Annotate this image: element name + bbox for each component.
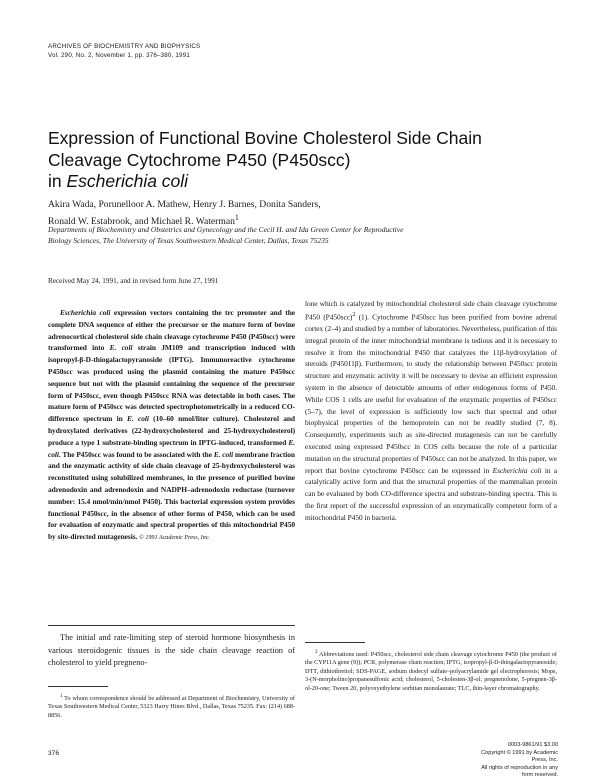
introduction-start: The initial and rate-limiting step of steroid hormone biosynthesis in various steroidogenic tissues is the side chain cleavage reaction of cholesterol to yield pregneno-: [48, 633, 295, 668]
abstract-text-3: (10–60 nmol/liter culture). Cholesterol and hydroxylated derivatives (22-hydroxycholesterol and 25-hydroxycholesterol) produce a type 1 substrate-binding spectrum in IPTG-induced, transformed: [48, 414, 295, 447]
right-text-3: in a catalytically active form and that the structural properties of the mammalian protein can be evaluated by both CO-difference spectra and substrate-binding spectra. This is the first report of the successful expression of an enzymatically competent form of a mitochondrial P450 in bacteria.: [305, 465, 557, 522]
right-organism: Escherichia coli: [492, 465, 542, 475]
abstract-organism-2: E. coli: [109, 343, 133, 353]
abstract-organism-3: E. coli: [127, 414, 149, 424]
journal-name: ARCHIVES OF BIOCHEMISTRY AND BIOPHYSICS: [48, 43, 201, 50]
page-number: 376: [48, 750, 60, 757]
author-list: [48, 199, 568, 228]
article-title: [48, 128, 568, 193]
authors-line-2-text: Ronald W. Estabrook, and Michael R. Waterman: [48, 215, 235, 227]
right-text-2: (1). Cytochrome P450scc has been purified from bovine adrenal cortex (2–4) and studied by a number of laboratories. Nevertheless, purification of this integral protein of the inner mitochondrial membrane is tedious and it is necessary to resolve it from the mitochondrial P450 that catalyzes the 11β-hydroxylation of steroids (P45011β). Furthermore, to study the relationship between P450scc protein structure and enzymatic activity it will be necessary to devise an efficient expression system in the absence of detectable amounts of other endogenous forms of P450. While COS 1 cells are useful for evaluation of the enzymatic properties of P450scc (5–7), the level of expression is sufficiently low such that spectral and other biophysical properties of the hemoprotein can not be readily studied (7, 8). Consequently, experiments such as site-directed mutagenesis can not be carefully executed using expressed P450scc in COS cells because the role of a particular mutation on the structural properties of P450scc can not be analyzed. In this paper, we report that bovine cytochrome P450scc can be expressed in: [305, 312, 558, 475]
abstract-divider: [48, 625, 295, 626]
title-line-1: Expression of Functional Bovine Cholesterol Side Chain: [48, 128, 482, 148]
affiliation: [48, 225, 568, 246]
abstract-text-1: expression vectors containing the trc promoter and the complete DNA sequence of either the precursor or the mature form of bovine adrenocortical cholesterol side chain cleavage cytochrome P450 (P450scc) were transformed into: [48, 308, 295, 353]
abbreviations-text: Abbreviations used: P450scc, cholesterol side chain cleavage cytochrome P450 (the product of the CYP11A gene (9)); PCR, polymerase chain reaction; IPTG, isopropyl-β-D-thiogalactopyranoside; DTT, dithiothreitol; SDS-PAGE, sodium dodecyl sulfate–polyacrylamide gel electrophoresis; Mops, 3-(N-morpholino)propanesulfonic acid; cholesterol, 5-cholesten-3β-ol; pregnenolone, 5-pregnen-3β-ol-20-one; Tween 20, polyoxyethylene sorbitan monolaurate; TLC, thin-layer chromatography.: [305, 651, 557, 692]
publisher-copyright: Copyright © 1991 by Academic Press, Inc.: [481, 749, 558, 764]
affiliation-line-2: Biology Sciences, The University of Texas Southwestern Medical Center, Dallas, Texas 75235: [48, 235, 329, 245]
affiliation-line-1: Departments of Biochemistry and Obstetrics and Gynecology and the Cecil H. and Ida Green Center for Reproductive: [48, 225, 404, 234]
introduction-continued: [305, 298, 557, 524]
rights-reserved: All rights of reproduction in any form reserved.: [481, 764, 558, 779]
abstract-text-5: membrane fraction and the enzymatic activity of side chain cleavage of 25-hydroxycholesterol was reconstituted using solubilized membranes, in the presence of purified bovine adrenodoxin and adrenodoxin and NADPH–adrenodoxin reductase (turnover number: 15.4 nmol/min/nmol P450). This bacterial expression system provides functional P450scc, in the absence of other forms of P450, which can be used for evaluation of enzymatic and spectral properties of this mitochondrial P450 by site-directed mutagenesis.: [48, 449, 295, 542]
right-text-1: lone which is catalyzed by mitochondrial cholesterol side chain cleavage cytochrome P450 (P450scc): [305, 299, 557, 322]
correspondence-text: To whom correspondence should be addressed at Department of Biochemistry, University of Texas Southwestern Medical Center, 5323 Harry Hines Blvd., Dallas, Texas 75235. Fax: (214) 688-8856.: [48, 695, 295, 719]
correspondence-footnote: [48, 692, 295, 720]
abstract-text-4: . The P450scc was found to be associated with the: [58, 449, 214, 459]
abstract-lead-organism: Escherichia coli: [60, 308, 111, 317]
journal-header: [48, 42, 348, 60]
abbreviations-footnote: [305, 648, 557, 693]
abstract: [48, 307, 295, 544]
abbreviations-mark: 2: [315, 649, 318, 655]
abstract-copyright: © 1991 Academic Press, Inc.: [139, 534, 210, 542]
abstract-organism-4: E. coli: [48, 437, 295, 459]
abstract-text-2: strain JM109 and transcription induced with isopropyl-β-D-thiogalactopyranoside (IPTG). Immunoreactive cytochrome P450scc was produced using the plasmid containing the mature P450scc sequence but not with the plasmid containing the sequence of the precursor form of P450scc, even though P450scc RNA was detectable in both cases. The mature form of P450scc was detected spectrophotometrically in a reduced CO-difference spectrum in: [48, 343, 296, 424]
author-footnote-mark: 1: [234, 212, 239, 222]
title-line-3-prefix: in: [48, 171, 67, 191]
footnote-rule-left: [48, 686, 108, 687]
copyright-block: [470, 742, 558, 780]
title-line-3: [48, 171, 568, 193]
correspondence-mark: 1: [60, 693, 63, 699]
issn-line: 0003-9861/91 $3.00: [507, 742, 558, 748]
title-organism: Escherichia coli: [66, 171, 189, 191]
abstract-organism-5: E. coli: [213, 449, 234, 459]
authors-line-1: Akira Wada, Porunelloor A. Mathew, Henry J. Barnes, Donita Sanders,: [48, 199, 321, 210]
abbreviation-footnote-mark: 2: [352, 311, 356, 318]
footnote-rule-right: [305, 642, 365, 643]
journal-citation: Vol. 290, No. 2, November 1, pp. 376–380, 1991: [48, 52, 190, 59]
title-line-2: Cleavage Cytochrome P450 (P450scc): [48, 149, 351, 170]
received-dates: Received May 24, 1991, and in revised form June 27, 1991: [48, 277, 219, 285]
